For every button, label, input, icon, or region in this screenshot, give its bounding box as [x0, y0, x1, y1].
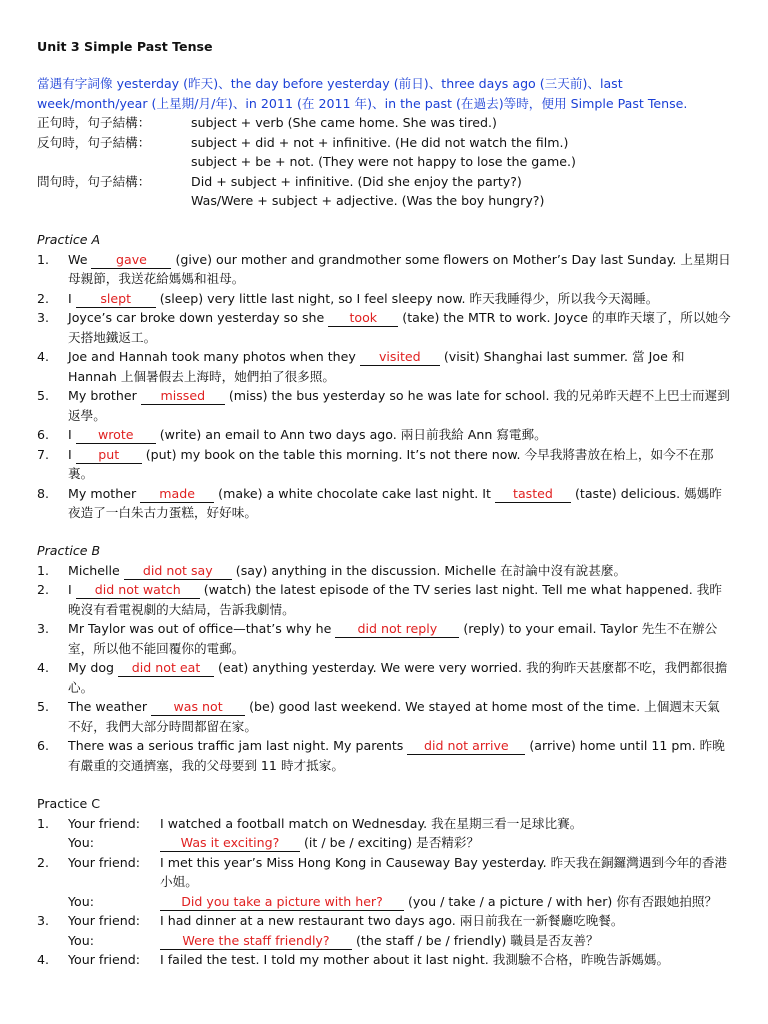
- structure-table: [37, 113, 732, 211]
- answer-blank[interactable]: Was it exciting?: [160, 835, 300, 852]
- friend-text: I failed the test. I told my mother about it last night. 我測驗不合格，昨晚告訴媽媽。: [160, 952, 670, 967]
- structure-row: [37, 191, 732, 211]
- item-text: (give) our mother and grandmother some flowers on Mother’s Day last Sunday. 上星期日母親節，我送花給媽媽和祖母。: [68, 251, 731, 286]
- hint-text: (it / be / exciting) 是否精彩？: [304, 835, 480, 850]
- structure-row: [37, 172, 732, 192]
- structure-example: Was/Were + subject + adjective. (Was the boy hungry?): [191, 193, 545, 208]
- item-text: (eat) anything yesterday. We were very worried. 我的狗昨天甚麼都不吃，我們都很擔心。: [68, 660, 728, 695]
- structure-row: [37, 133, 732, 153]
- answer-blank[interactable]: gave: [91, 252, 171, 269]
- answer-blank[interactable]: tasted: [495, 486, 571, 503]
- list-item: [37, 736, 732, 775]
- item-text: I: [68, 290, 72, 306]
- list-item: [37, 445, 732, 484]
- friend-text: I met this year’s Miss Hong Kong in Causeway Bay yesterday. 昨天我在銅鑼灣遇到今年的香港小姐。: [160, 854, 727, 889]
- item-text: (make) a white chocolate cake last night. It: [218, 485, 491, 501]
- item-text: My dog: [68, 660, 115, 675]
- item-number: 3.: [37, 310, 50, 325]
- structure-label: 正句時，句子結構：: [37, 115, 151, 130]
- item-number: 1.: [37, 562, 50, 578]
- answer-blank[interactable]: did not arrive: [407, 738, 525, 755]
- item-text: (take) the MTR to work. Joyce 的車昨天壞了，所以她今天搭地鐵返工。: [68, 310, 731, 345]
- list-item: [37, 425, 732, 445]
- item-text: (reply) to your email. Taylor 先生不在辦公室，所以他不能回覆你的電郵。: [68, 621, 718, 656]
- dialogue-friend-line: [37, 911, 732, 931]
- item-text: (write) an email to Ann two days ago. 兩日前我給 Ann 寫電郵。: [159, 427, 547, 442]
- speaker-label: You:: [68, 893, 94, 909]
- speaker-label: You:: [68, 932, 94, 948]
- item-number: 2.: [37, 854, 50, 870]
- item-number: 7.: [37, 446, 50, 462]
- list-item: [37, 347, 732, 386]
- dialogue-friend-line: [37, 814, 732, 834]
- item-number: 6.: [37, 427, 50, 442]
- item-text: (taste) delicious. 媽媽昨夜造了一白朱古力蛋糕，好好味。: [68, 485, 722, 520]
- list-item: [37, 561, 732, 581]
- answer-blank[interactable]: Were the staff friendly?: [160, 933, 352, 950]
- item-text: Joe and Hannah took many photos when they: [68, 349, 356, 364]
- list-item: [37, 289, 732, 309]
- list-item: [37, 250, 732, 289]
- structure-row: [37, 113, 732, 133]
- item-text: I: [68, 446, 72, 462]
- answer-blank[interactable]: did not say: [124, 563, 232, 580]
- dialogue-you-line: [37, 931, 732, 951]
- item-number: 2.: [37, 582, 50, 597]
- answer-blank[interactable]: missed: [141, 388, 225, 405]
- structure-label: [37, 152, 191, 172]
- item-text: (arrive) home until 11 pm. 昨晚有嚴重的交通擠塞，我的父母要到 11 時才抵家。: [68, 738, 725, 773]
- speaker-label: Your friend:: [68, 952, 140, 967]
- structure-row: [37, 152, 732, 172]
- list-item: [37, 484, 732, 523]
- hint-text: (you / take / a picture / with her) 你有否跟她拍照？: [408, 893, 718, 909]
- hint-text: (the staff / be / friendly) 職員是否友善？: [356, 932, 599, 948]
- structure-label: 問句時，句子結構：: [37, 173, 151, 189]
- item-text: (watch) the latest episode of the TV series last night. Tell me what happened. 我昨晚沒有看電視劇的大結局，告訴我劇情。: [68, 582, 722, 617]
- answer-blank[interactable]: Did you take a picture with her?: [160, 894, 404, 911]
- structure-example: subject + verb (She came home. She was tired.): [191, 115, 497, 130]
- answer-blank[interactable]: did not watch: [76, 582, 200, 599]
- item-number: 1.: [37, 815, 50, 831]
- item-number: 4.: [37, 952, 50, 967]
- item-number: 2.: [37, 290, 50, 306]
- speaker-label: Your friend:: [68, 913, 140, 928]
- item-text: Joyce’s car broke down yesterday so she: [68, 310, 325, 325]
- item-text: I: [68, 427, 72, 442]
- page-title: Unit 3 Simple Past Tense: [37, 39, 213, 54]
- structure-example: Did + subject + infinitive. (Did she enjoy the party?): [191, 173, 522, 189]
- item-text: (be) good last weekend. We stayed at home most of the time. 上個週末天氣不好，我們大部分時間都留在家。: [68, 699, 720, 734]
- dialogue-friend-line: [37, 853, 732, 892]
- practice-a-section: [37, 230, 732, 523]
- speaker-label: Your friend:: [68, 854, 140, 870]
- item-text: The weather: [68, 699, 148, 714]
- practice-c-section: [37, 794, 732, 970]
- item-text: (sleep) very little last night, so I feel sleepy now. 昨天我睡得少，所以我今天渴睡。: [159, 290, 659, 306]
- answer-blank[interactable]: slept: [76, 291, 156, 308]
- answer-blank[interactable]: did not reply: [335, 621, 459, 638]
- practice-c-heading: Practice C: [37, 796, 101, 811]
- item-number: 3.: [37, 621, 50, 636]
- answer-blank[interactable]: visited: [360, 349, 440, 366]
- item-text: We: [68, 251, 88, 267]
- item-text: Michelle: [68, 562, 120, 578]
- item-number: 5.: [37, 388, 50, 403]
- list-item: [37, 580, 732, 619]
- dialogue-you-line: [37, 892, 732, 912]
- list-item: [37, 697, 732, 736]
- item-text: Mr Taylor was out of office—that’s why he: [68, 621, 332, 636]
- item-text: My brother: [68, 388, 137, 403]
- list-item: [37, 658, 732, 697]
- item-text: My mother: [68, 485, 137, 501]
- list-item: [37, 308, 732, 347]
- item-text: (say) anything in the discussion. Michelle 在討論中沒有說甚麼。: [235, 562, 627, 578]
- list-item: [37, 619, 732, 658]
- answer-blank[interactable]: was not: [151, 699, 245, 716]
- answer-blank[interactable]: wrote: [76, 427, 156, 444]
- item-number: 1.: [37, 251, 50, 267]
- speaker-label: You:: [68, 835, 94, 850]
- practice-a-heading: Practice A: [37, 232, 101, 247]
- item-number: 3.: [37, 913, 50, 928]
- practice-b-section: [37, 541, 732, 775]
- structure-label: [37, 191, 191, 211]
- item-number: 8.: [37, 485, 50, 501]
- item-text: (put) my book on the table this morning. It’s not there now. 今早我將書放在枱上，如今不在那裏。: [68, 446, 714, 481]
- structure-label: 反句時，句子結構：: [37, 134, 151, 150]
- dialogue-friend-line: [37, 950, 732, 970]
- item-number: 6.: [37, 738, 50, 753]
- structure-example: subject + be + not. (They were not happy to lose the game.): [191, 154, 576, 169]
- answer-blank[interactable]: did not eat: [118, 660, 214, 677]
- friend-text: I watched a football match on Wednesday. 我在星期三看一足球比賽。: [160, 815, 583, 831]
- speaker-label: Your friend:: [68, 815, 140, 831]
- item-text: (miss) the bus yesterday so he was late for school. 我的兄弟昨天趕不上巴士而遲到返學。: [68, 388, 730, 423]
- list-item: [37, 386, 732, 425]
- structure-example: subject + did + not + infinitive. (He did not watch the film.): [191, 134, 569, 150]
- item-text: (visit) Shanghai last summer. 當 Joe 和 Hannah 上個暑假去上海時，她們拍了很多照。: [68, 349, 685, 384]
- friend-text: I had dinner at a new restaurant two days ago. 兩日前我在一新餐廳吃晚餐。: [160, 913, 624, 928]
- item-number: 4.: [37, 349, 50, 364]
- answer-blank[interactable]: put: [76, 447, 142, 464]
- item-text: I: [68, 582, 72, 597]
- item-text: There was a serious traffic jam last night. My parents: [68, 738, 404, 753]
- intro-paragraph: 當遇有字詞像 yesterday (昨天)、the day before yesterday (前日)、three days ago (三天前)、last week/month/year (上星期/月/年)、in 2011 (在 2011 年)、in the past (在過去)等時，便用 Simple Past Tense.: [37, 76, 688, 111]
- item-number: 5.: [37, 699, 50, 714]
- item-number: 4.: [37, 660, 50, 675]
- dialogue-you-line: [37, 833, 732, 853]
- answer-blank[interactable]: made: [140, 486, 214, 503]
- answer-blank[interactable]: took: [328, 310, 398, 327]
- practice-b-heading: Practice B: [37, 543, 101, 558]
